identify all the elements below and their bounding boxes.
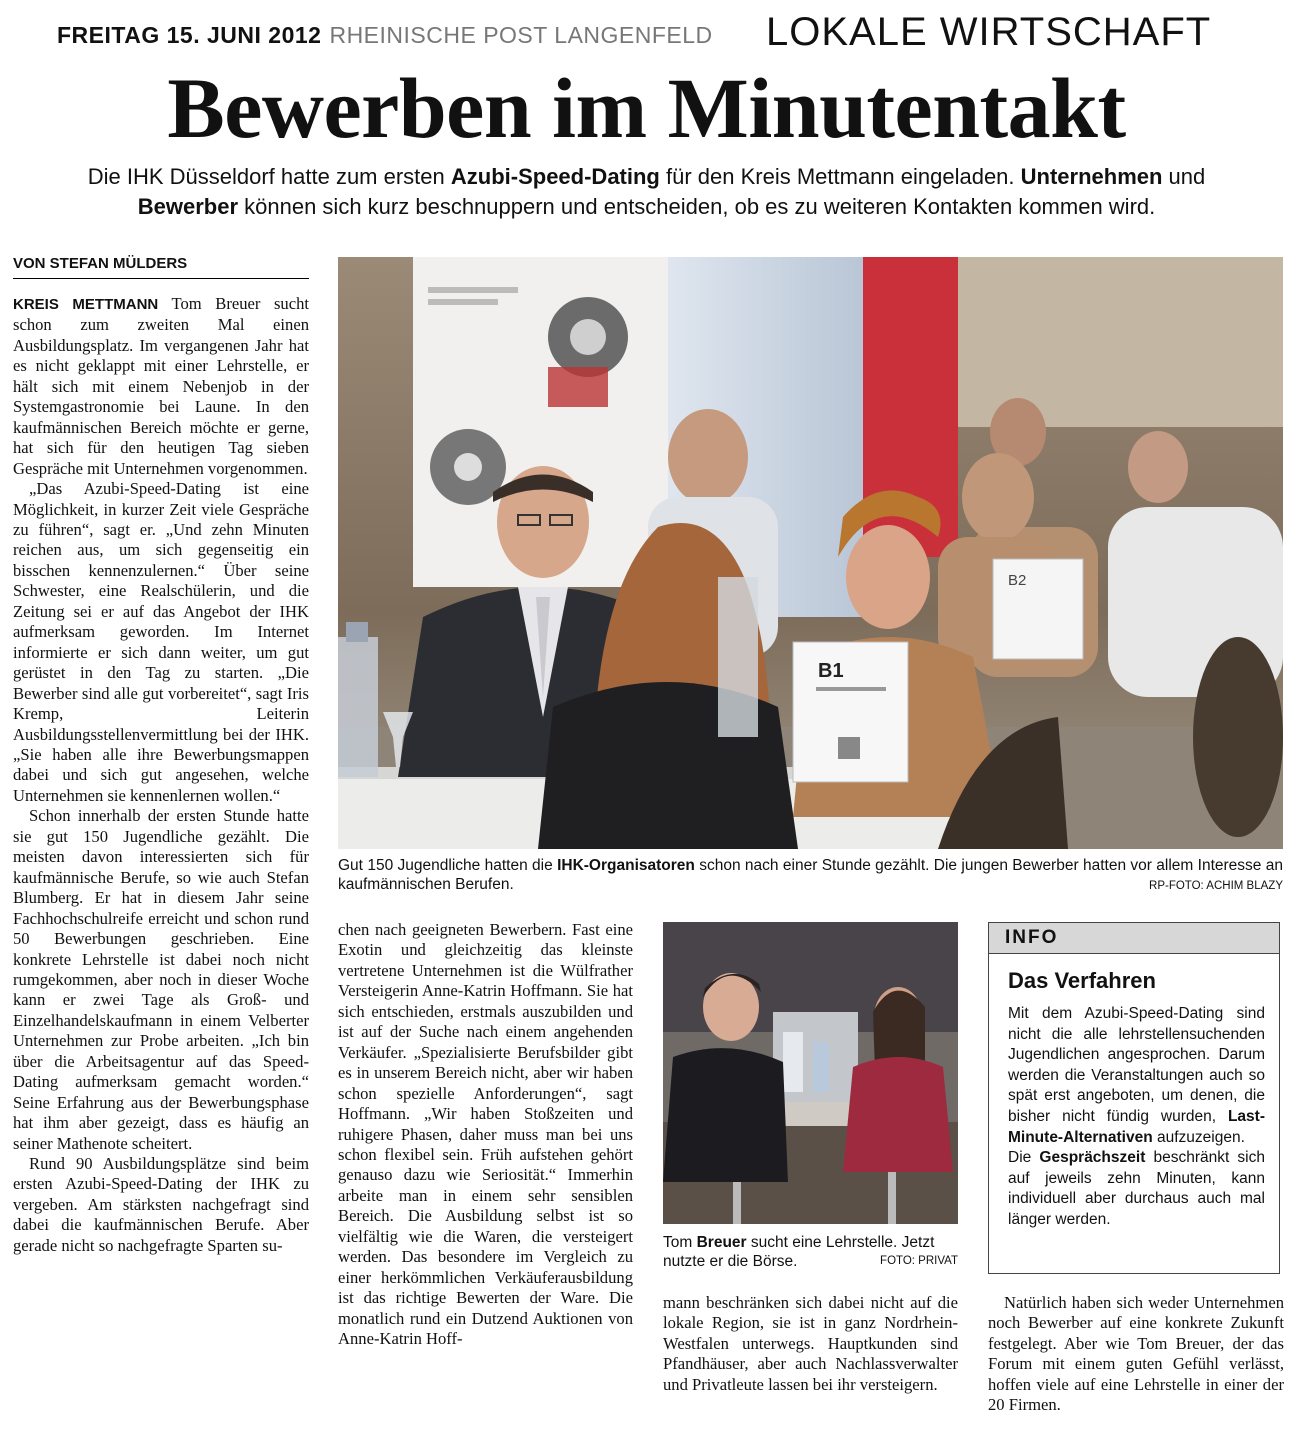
info-bold: Gesprächszeit [1039, 1149, 1146, 1167]
article-column-1 [13, 294, 309, 1256]
teaser-bold: Unternehmen [1020, 164, 1163, 189]
publication-name: RHEINISCHE POST LANGENFELD [329, 22, 713, 48]
article-paragraph: „Das Azubi-Speed-Dating ist eine Möglichkeit, in kurzer Zeit viele Gespräche zu führen“, sagt er. „Und zehn Minuten reichen aus, um sich gegenseitig ein bisschen kennenzulernen.“ Über seine Schwester, eine Realschülerin, und die Zeitung sei er auf das Angebot der IHK aufmerksam geworden. Im Internet informierte er sich dann weiter, um gut gerüstet in den Tag zu starten. „Die Bewerber sind alle gut vorbereitet“, sagt Iris Kremp, Leiterin Ausbildungsstellenvermittlung bei der IHK. „Sie haben alle ihre Bewerbungsmappen dabei und sich gut angesehen, welche Unternehmen sie kennenlernen wollen.“ [13, 479, 309, 805]
info-text: Mit dem Azubi-Speed-Dating sind nicht die alle lehrstellensuchenden Jugendlichen angesprochen. Darum werden die Veranstaltungen auch so spät erst angeboten, um denen, die bisher nicht fündig wurden, [1008, 1005, 1265, 1125]
info-paragraph [1008, 1004, 1265, 1148]
issue-date: FREITAG 15. JUNI 2012 [57, 22, 322, 48]
side-photo [663, 922, 958, 1224]
info-label: INFO [989, 923, 1279, 954]
article-column-4 [988, 1293, 1284, 1416]
caption-text: Tom [663, 1234, 697, 1251]
info-text: beschränkt sich auf jeweils zehn Minuten, kann individuell aber durchaus auch mal länger werden. [1008, 1149, 1265, 1228]
table-sign-b1: B1 [818, 660, 844, 682]
article-paragraph: mann beschränken sich dabei nicht auf die lokale Region, sie ist in ganz Nordrhein-Westfalen unterwegs. Hauptkunden sind Pfandhäuser, aber auch Nachlassverwalter und Privatleute lassen bei ihr versteigern. [663, 1293, 958, 1394]
article-paragraph: Schon innerhalb der ersten Stunde hatte sie gut 150 Jugendliche gezählt. Die meisten davon interessierten sich für kaufmännische Berufe, so wie auch Stefan Blumberg. Er hat in diesem Jahr seine Fachhochschulreife erreicht und schon rund 50 Bewerbungen geschrieben. Eine konkrete Lehrstelle ist dabei noch nicht rumgekommen, aber noch in dieser Woche kann er zwei Tage als Groß- und Einzelhandelskaufmann in einem Velberter Unternehmen zur Probe arbeiten. „Ich bin über die Arbeitsagentur auf das Speed-Dating aufmerksam gemacht worden.“ Seine Erfahrung aus der Bewerbungsphase hat ihm aber gezeigt, dass es häufig an seiner Mathenote scheitert. [13, 806, 309, 1153]
article-dateline: KREIS METTMANN [13, 296, 159, 313]
main-photo [338, 257, 1283, 849]
info-title: Das Verfahren [1008, 968, 1156, 993]
teaser [40, 162, 1253, 222]
main-photo-credit: RP-FOTO: ACHIM BLAZY [1149, 880, 1283, 892]
side-photo-credit: FOTO: PRIVAT [880, 1255, 958, 1267]
byline: VON STEFAN MÜLDERS [13, 255, 309, 279]
caption-bold: Breuer [696, 1234, 747, 1251]
teaser-text: für den Kreis Mettmann eingeladen. [659, 164, 1021, 189]
paragraph-text: Tom Breuer sucht schon zum zweiten Mal einen Ausbildungsplatz. Im vergangenen Jahr hat es nicht geklappt mit einer Lehrstelle, er hält sich mit einem Nebenjob in der Systemgastronomie bei Laune. In den kaufmännischen Bereich möchte er gerne, hat sich für den heutigen Tag sieben Gespräche mit Unternehmen vorgenommen. [13, 294, 310, 478]
teaser-text: können sich kurz beschnuppern und entscheiden, ob es zu weiteren Kontakten kommen wird. [238, 194, 1156, 219]
section-title: LOKALE WIRTSCHAFT [766, 10, 1212, 54]
article-paragraph: chen nach geeigneten Bewerbern. Fast eine Exotin und gleichzeitig das kleinste vertretene Unternehmen ist die Wülfrather Versteigerin Anne-Katrin Hoffmann. Sie hat sich entschieden, erstmals auszubilden und ist auf der Suche nach einem angehenden Verkäufer. „Spezialisierte Berufsbilder gibt es in unserem Bereich nicht, aber wir haben schon spezielle Anforderungen“, sagt Hoffmann. „Wir haben Stoßzeiten und ruhigere Phasen, daher muss man bei uns schon flexibel sein. Früh aufstehen gehört genauso dazu wie Seriosität.“ Immerhin arbeite man in einem sehr sensiblen Bereich. Die Ausbildung selbst ist so vielfältig wie die Waren, die versteigert werden. Das besondere im Vergleich zu einer herkömmlichen Verkäuferausbildung ist das richtige Bewerten der Ware. Die monatlich rund ein Dutzend Auktionen von Anne-Katrin Hoff- [338, 920, 633, 1349]
info-text: aufzuzeigen. [1152, 1128, 1245, 1146]
article-paragraph [13, 294, 309, 479]
headline: Bewerben im Minutentakt [167, 60, 1126, 156]
info-bold: Last-Minute-Alternativen [1008, 1107, 1265, 1146]
caption-text: schon nach einer Stunde gezählt. Die jungen Bewerber hatten vor allem Interesse an kaufmännischen Berufen. [338, 857, 1284, 893]
article-column-3 [663, 1293, 958, 1395]
teaser-bold: Bewerber [137, 194, 239, 219]
info-body [1008, 1004, 1265, 1231]
main-photo-illustration [338, 257, 1283, 849]
teaser-text: und [1162, 164, 1206, 189]
caption-bold: IHK-Organisatoren [557, 857, 695, 874]
side-photo-illustration [663, 922, 958, 1224]
article-paragraph: Rund 90 Ausbildungsplätze sind beim ersten Azubi-Speed-Dating der IHK zu vergeben. Am stärksten nachgefragt sind dabei die kaufmännischen Berufe. Aber gerade nicht so nachgefragte Sparten su- [13, 1154, 309, 1255]
caption-text: Gut 150 Jugendliche hatten die [338, 857, 558, 874]
article-column-2 [338, 920, 633, 1350]
info-paragraph [1008, 1148, 1265, 1230]
info-box [988, 922, 1280, 1274]
teaser-bold: Azubi-Speed-Dating [450, 164, 660, 189]
info-text: Die [1008, 1149, 1040, 1167]
article-paragraph: Natürlich haben sich weder Unternehmen noch Bewerber auf eine konkrete Zukunft festgelegt. Aber wie Tom Breuer, der das Forum mit einem guten Gefühl verlässt, hoffen viele auf eine Lehrstelle in einer der 20 Firmen. [988, 1293, 1284, 1415]
dateline [57, 22, 713, 49]
teaser-text: Die IHK Düsseldorf hatte zum ersten [87, 164, 451, 189]
table-sign-b2: B2 [1008, 572, 1027, 589]
caption-text: sucht eine Lehrstelle. Jetzt nutzte er die Börse. [663, 1234, 935, 1270]
